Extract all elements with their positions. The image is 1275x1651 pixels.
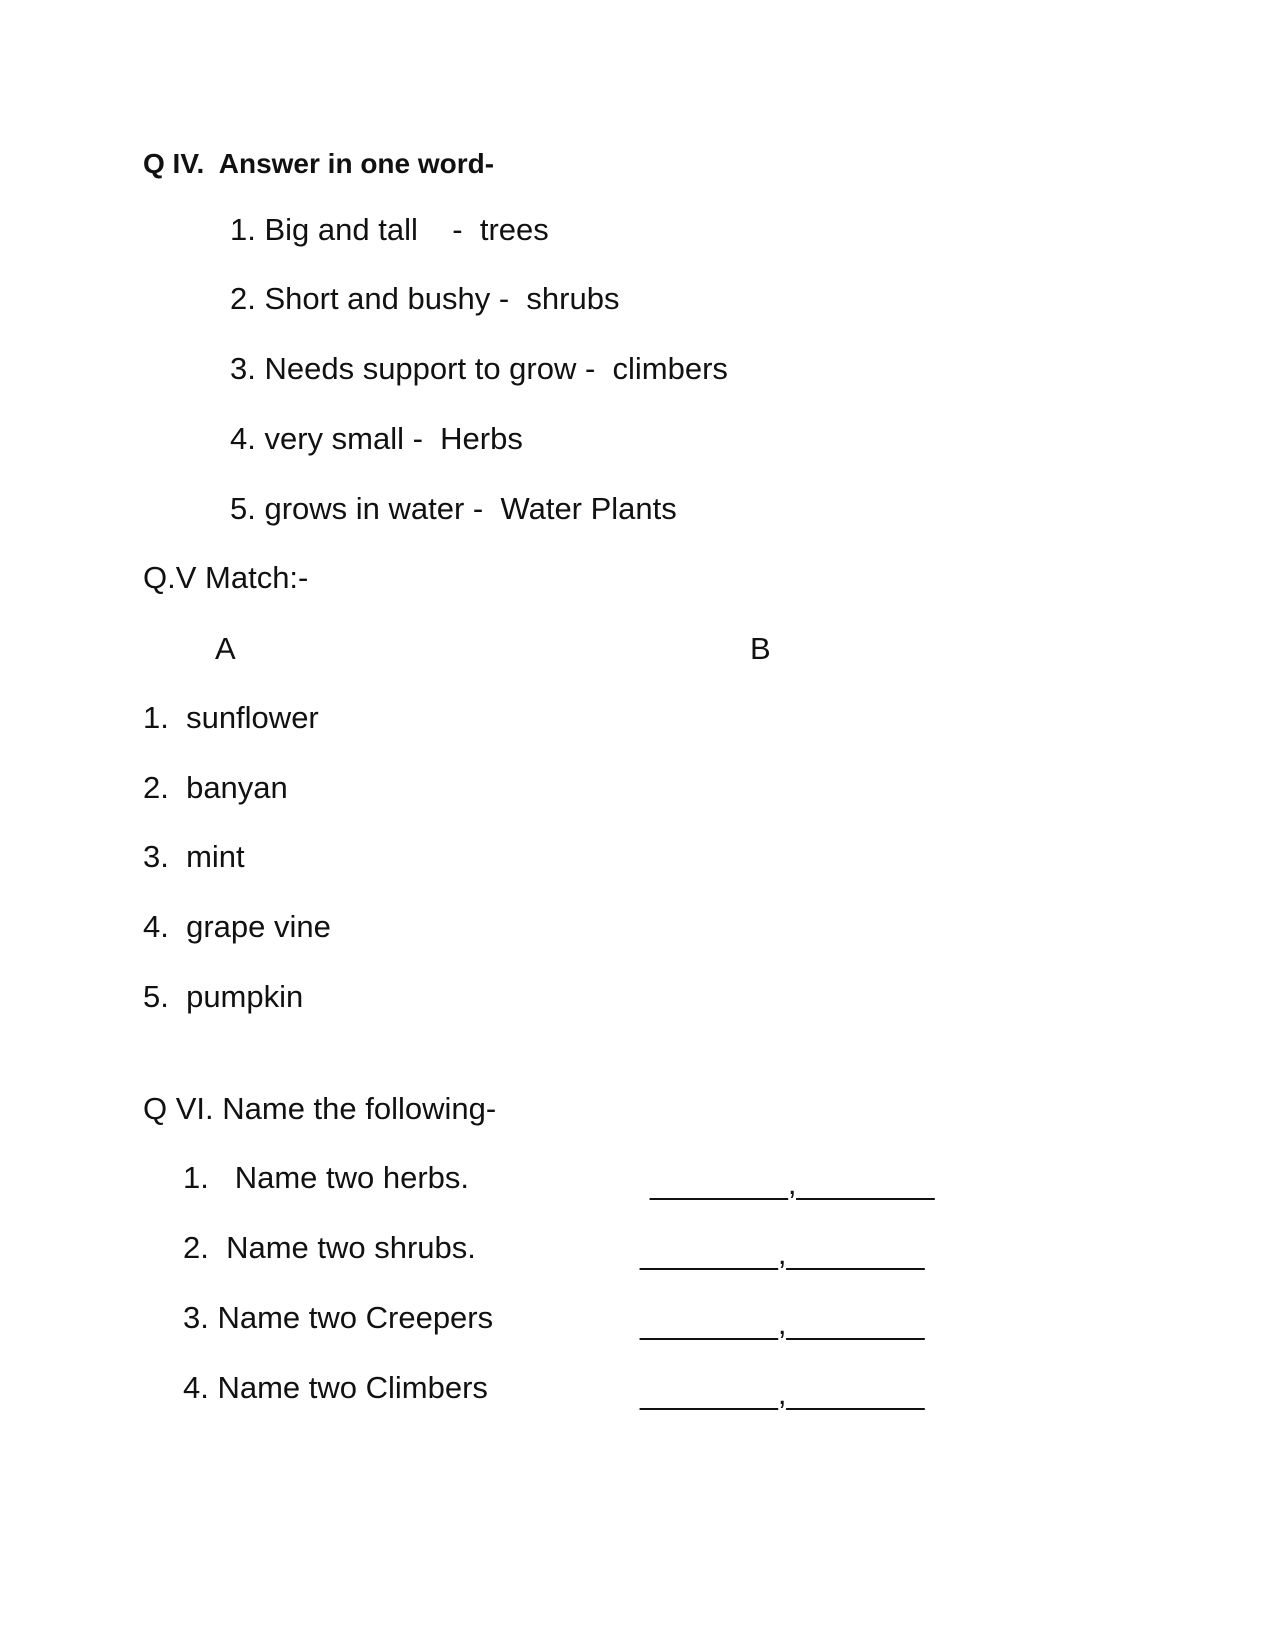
q6-item-4-answer-blank: ________,________ (640, 1376, 925, 1411)
q5-item-2: 2. banyan (143, 770, 288, 805)
q4-item-2: 2. Short and bushy - shrubs (230, 281, 620, 316)
q5-item-3: 3. mint (143, 839, 245, 874)
q6-item-3-answer-blank: ________,________ (640, 1306, 925, 1341)
q4-item-1: 1. Big and tall - trees (230, 212, 549, 247)
q6-item-2-text: 2. Name two shrubs. (183, 1230, 476, 1265)
q4-item-3: 3. Needs support to grow - climbers (230, 351, 728, 386)
q5-item-4: 4. grape vine (143, 909, 331, 944)
q5-item-5: 5. pumpkin (143, 979, 304, 1014)
q6-heading: Q VI. Name the following- (143, 1091, 497, 1126)
q6-item-2-answer-blank: ________,________ (640, 1236, 925, 1271)
q6-item-1-text: 1. Name two herbs. (183, 1160, 470, 1195)
q5-item-1: 1. sunflower (143, 700, 319, 735)
q6-item-1-answer-blank: ________,________ (650, 1166, 935, 1201)
q6-item-3-text: 3. Name two Creepers (183, 1300, 494, 1335)
q5-column-a-label: A (215, 631, 236, 666)
q4-item-4: 4. very small - Herbs (230, 421, 523, 456)
q5-heading: Q.V Match:- (143, 560, 309, 595)
q6-item-4-text: 4. Name two Climbers (183, 1370, 488, 1405)
q5-column-b-label: B (750, 631, 771, 666)
q4-heading: Q IV. Answer in one word- (143, 148, 495, 179)
q4-item-5: 5. grows in water - Water Plants (230, 491, 677, 526)
